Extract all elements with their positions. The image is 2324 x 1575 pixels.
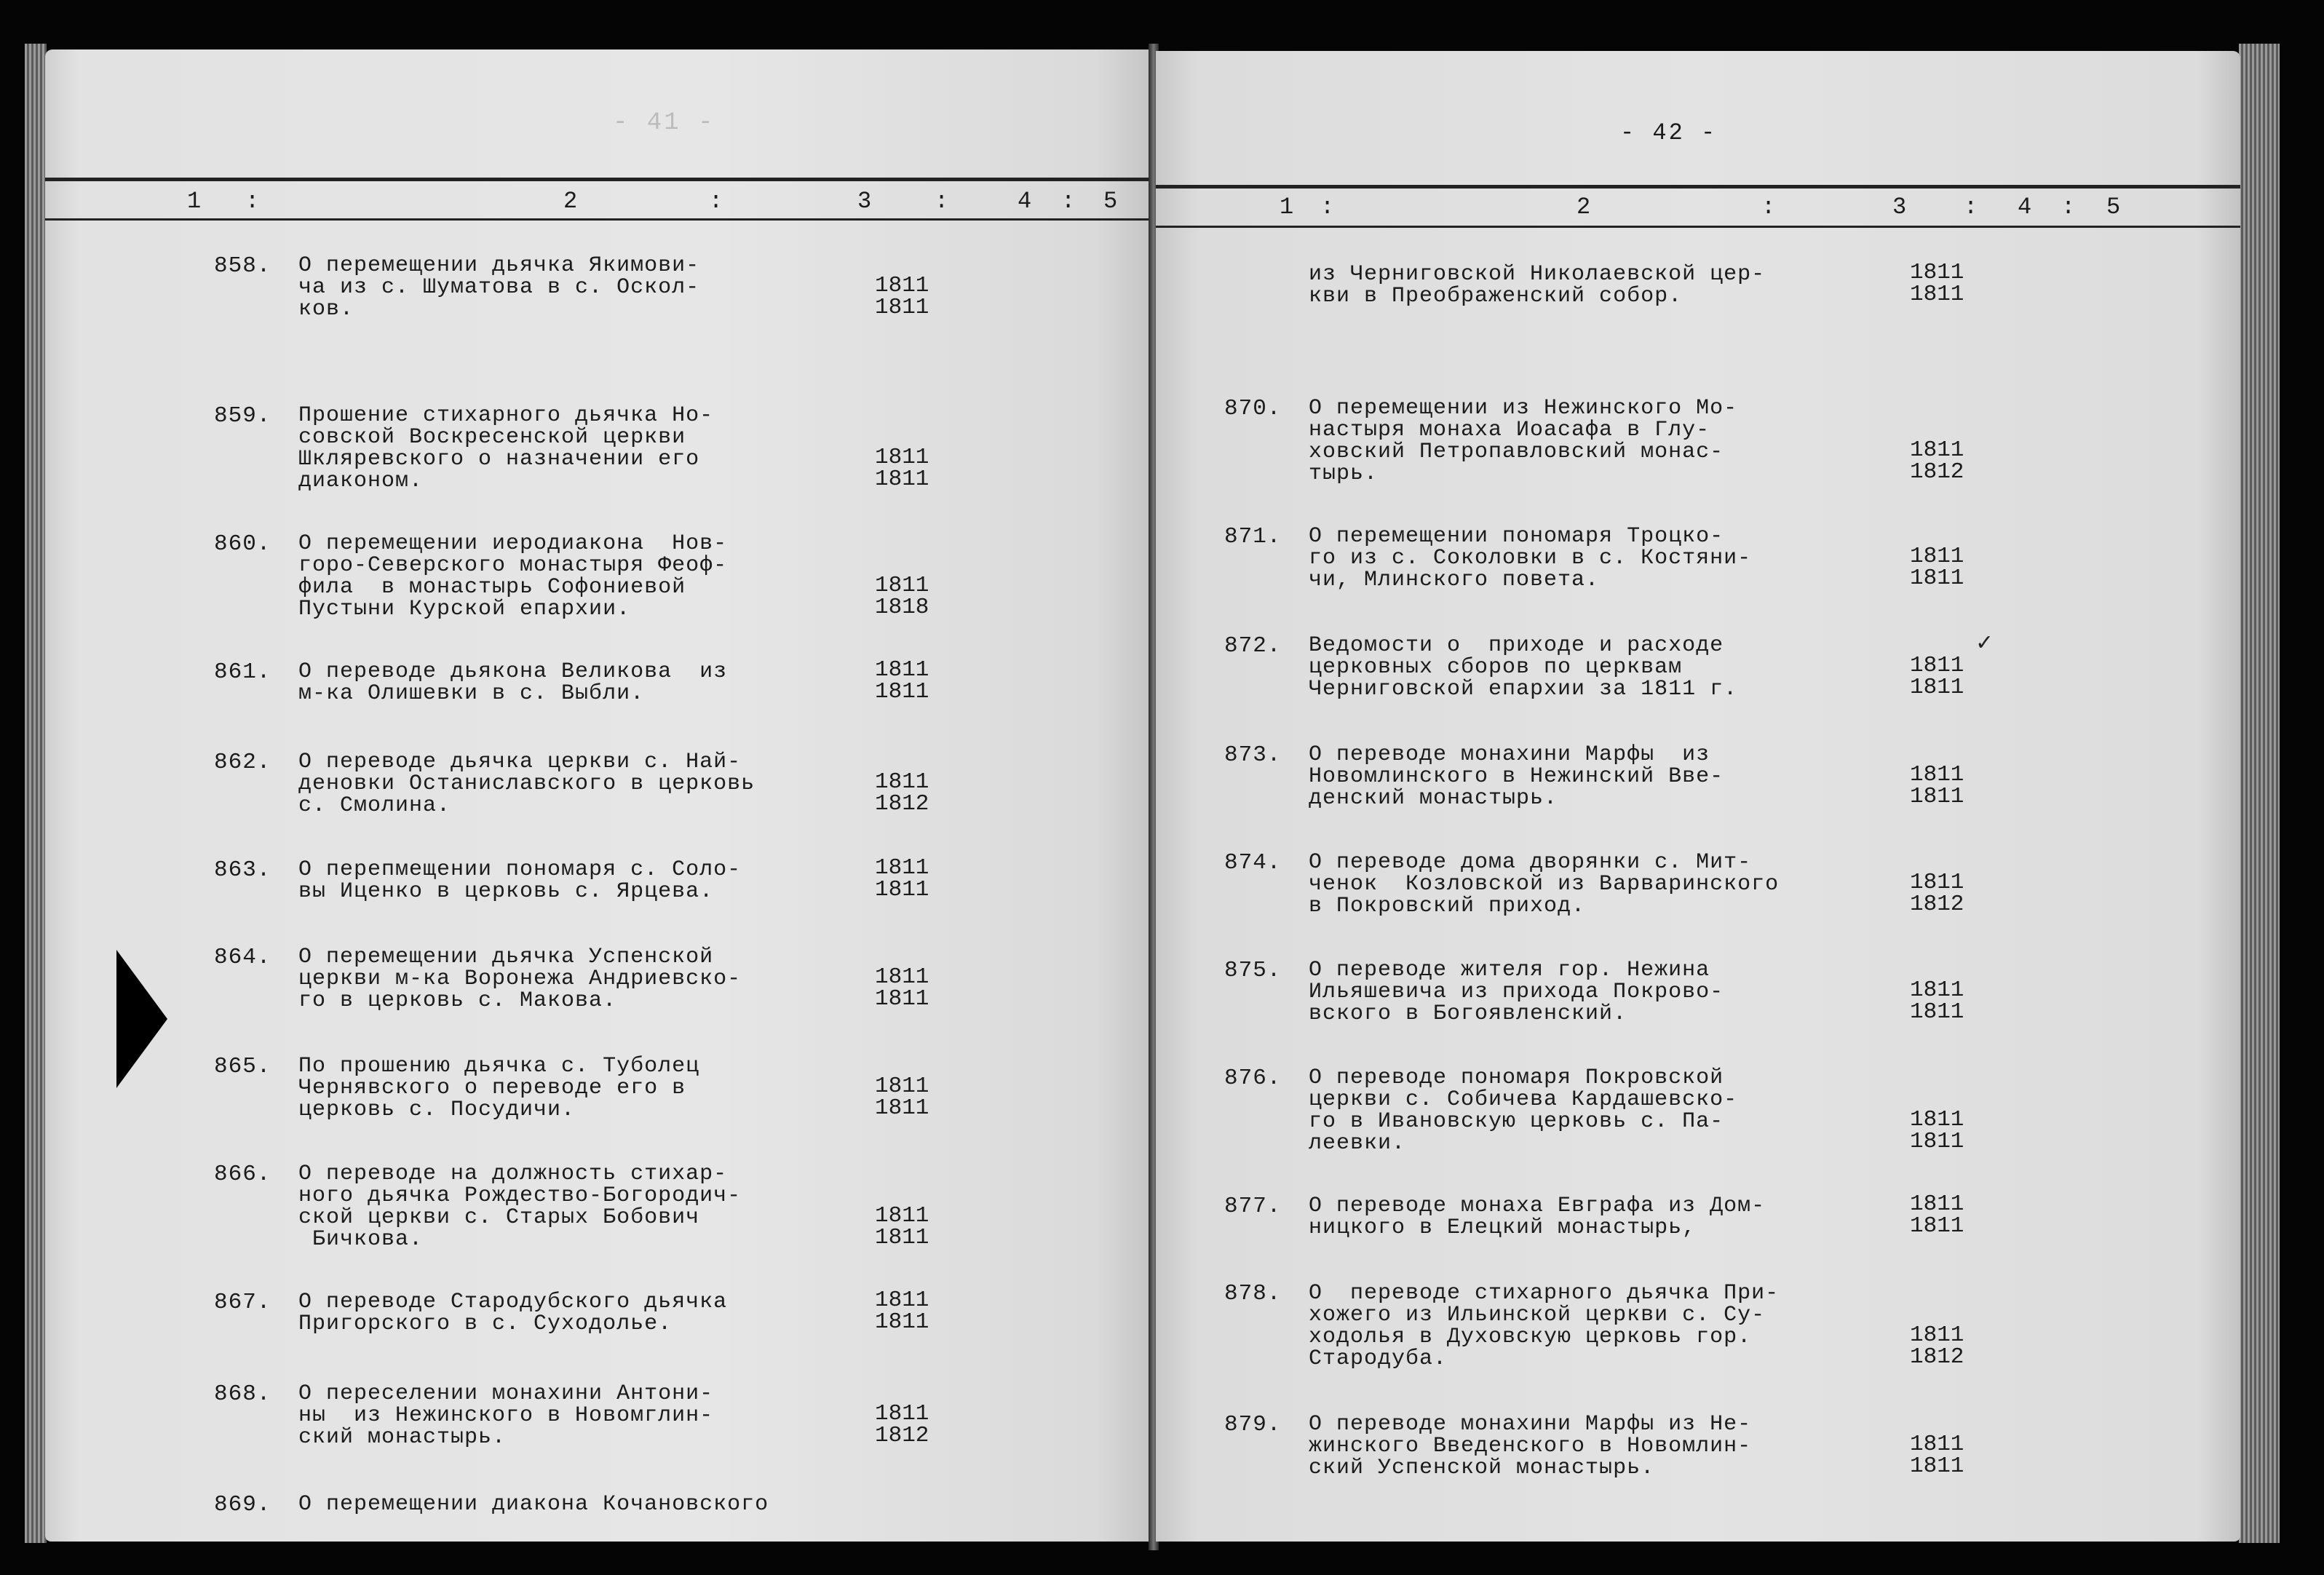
entry-dates [1910,1191,1964,1239]
col-4-label: 4 [1018,188,1032,215]
end-year: 1812 [875,791,929,817]
col-sep: : [1061,188,1076,215]
end-year: 1811 [1910,1453,1964,1479]
start-year: 1811 [875,273,929,298]
left-page [45,49,1151,1542]
entry-description: О перемещении диакона Кочановского [298,1492,769,1517]
col-sep: : [2061,194,2076,221]
end-year: 1811 [1910,282,1964,307]
start-year: 1811 [875,1401,929,1427]
col-sep: : [1761,194,1776,221]
start-year: 1811 [1910,870,1964,895]
start-year: 1811 [1910,1432,1964,1457]
end-year: 1811 [1910,1213,1964,1239]
start-year: 1811 [875,445,929,470]
entry-description: О перепмещении пономаря с. Соло- вы Иценко в церковь с. Ярцева. [298,857,742,904]
end-year: 1812 [1910,459,1964,485]
entry-number: 865. [214,1054,271,1079]
end-year: 1818 [875,595,929,620]
col-3-label: 3 [1892,194,1907,221]
entry-dates [1910,764,1964,808]
entry-dates [875,447,929,491]
entry-description: О переводе монахини Марфы из Новомлинского в Нежинский Вве- денский монастырь. [1309,742,1724,811]
end-year: 1811 [875,1225,929,1250]
entry-number: 869. [214,1492,271,1518]
end-year: 1811 [875,1095,929,1121]
start-year: 1811 [875,855,929,881]
start-year: 1811 [1910,1322,1964,1348]
start-year: 1811 [875,1074,929,1099]
col-sep: : [1964,194,1978,221]
right-page-edges [2239,44,2280,1543]
entry-number: 873. [1224,742,1282,768]
col-sep: : [1320,194,1335,221]
entry-description: О перемещении пономаря Троцко- го из с. Соколовки в с. Костяни- чи, Млинского повета. [1309,524,1752,592]
entry-dates [1910,1322,1964,1370]
entry-description: Прошение стихарного дьячка Но- совской Воскресенской церкви Шклярeвского о назначении его диаконом. [298,403,714,493]
entry-dates [1910,437,1964,485]
entry-dates [875,575,929,619]
start-year: 1811 [1910,544,1964,569]
start-year: 1811 [1910,260,1964,285]
entry-description: По прошению дьячка с. Туболец Чернявского о переводе его в церковь с. Посудичи. [298,1054,700,1122]
col-2-label: 2 [1577,194,1591,221]
entry-dates [875,771,929,815]
col-4-label: 4 [2018,194,2032,221]
entry-number: 861. [214,659,271,685]
col-3-label: 3 [857,188,872,215]
end-year: 1811 [875,467,929,492]
entry-number: 868. [214,1381,271,1407]
entry-number: 867. [214,1290,271,1315]
entry-number: 871. [1224,524,1282,550]
entry-description: Ведомости о приходе и расходе церковных сборов по церквам Черниговской епархии за 1811 г. [1309,633,1738,702]
entry-description: О перемещении из Нежинского Мо- настыря монаха Иоасафа в Глу- ховский Петропавловский монас- тырь. [1309,396,1738,486]
start-year: 1811 [875,769,929,795]
col-5-label: 5 [2106,194,2121,221]
entry-number: 860. [214,531,271,557]
col-5-label: 5 [1103,188,1118,215]
entry-number: 874. [1224,850,1282,876]
start-year: 1811 [1910,762,1964,788]
entry-dates [875,1205,929,1249]
entry-dates [875,275,929,319]
entry-number: 877. [1224,1194,1282,1219]
entry-number: 872. [1224,633,1282,659]
start-year: 1811 [875,964,929,990]
entry-description: О переводе дьякона Великова из м-ка Олишевки в с. Выбли. [298,659,728,706]
col-1-label: 1 [1280,194,1294,221]
entry-description: О переводе пономаря Покровской церкви с. Собичева Кардашевско- го в Ивановскую церковь с. Па- леевки. [1309,1066,1738,1156]
end-year: 1811 [875,295,929,320]
col-sep: : [935,188,949,215]
entry-dates [875,1290,929,1333]
entry-description: О перемещении дьячка Якимови- ча из с. Шуматова в с. Оскол- ков. [298,253,700,322]
entry-number: 866. [214,1162,271,1187]
entry-dates [1910,546,1964,590]
entry-description: О переводе монахини Марфы из Не- жинского Введенского в Новомлин- ский Успенской монастырь. [1309,1412,1752,1480]
entry-description: О переводе жителя гор. Нежина Ильяшевича из прихода Покрово- вского в Богоявленский. [1309,958,1724,1026]
header-rule-top [45,178,1151,181]
entry-number: 875. [1224,958,1282,983]
start-year: 1811 [1910,1191,1964,1217]
ghost-page-number: - 41 - [613,109,715,137]
end-year: 1811 [875,877,929,902]
header-rule-bottom [1156,226,2240,228]
end-year: 1811 [1910,566,1964,591]
check-mark: ✓ [1977,630,1992,658]
start-year: 1811 [1910,653,1964,678]
col-2-label: 2 [563,188,578,215]
entry-number: 858. [214,253,271,279]
entry-description: О переводе дома дворянки с. Мит- ченок Козловской из Варваринского в Покровский приход. [1309,850,1780,919]
col-sep: : [245,188,260,215]
start-year: 1811 [875,1203,929,1229]
entry-number: 862. [214,750,271,775]
entry-description: О перемещении дьячка Успенской церкви м-ка Воронежа Андриевско- го в церковь с. Макова. [298,945,742,1013]
entry-dates [875,857,929,901]
end-year: 1811 [1910,675,1964,700]
entry-description: О переводе стихарного дьячка При- хожего из Ильинской церкви с. Су- ходолья в Духовскую церковь гор. Стародуба. [1309,1281,1780,1371]
entry-dates [875,1076,929,1119]
left-page-edges [25,44,47,1543]
start-year: 1811 [875,573,929,598]
entry-dates [875,964,929,1012]
entry-number: 879. [1224,1412,1282,1437]
entry-description: О переселении монахини Антони- ны из Нежинского в Новомглин- ский монастырь. [298,1381,714,1450]
end-year: 1811 [875,1309,929,1335]
entry-dates [1910,1434,1964,1477]
header-rule-bottom [45,218,1151,221]
entry-dates [1910,262,1964,306]
start-year: 1811 [1910,977,1964,1003]
entry-number: 859. [214,403,271,429]
entry-number: 870. [1224,396,1282,421]
end-year: 1811 [875,986,929,1012]
entry-dates [875,659,929,703]
col-sep: : [709,188,723,215]
entry-description: О переводе Стародубского дьячка Пригорского в с. Суходолье. [298,1290,728,1336]
entry-dates [1910,872,1964,916]
entry-number: 876. [1224,1066,1282,1091]
start-year: 1811 [875,1288,929,1313]
entry-description: О переводе на должность стихар- ного дьячка Рождество-Богородич- ской церкви с. Старых Бобович Бичкова. [298,1162,742,1252]
entry-dates [1910,655,1964,699]
end-year: 1811 [875,679,929,705]
end-year: 1812 [1910,1344,1964,1370]
end-year: 1812 [1910,892,1964,917]
end-year: 1811 [1910,999,1964,1025]
start-year: 1811 [1910,437,1964,463]
entry-description: О переводе монаха Евграфа из Дом- ницкого в Елецкий монастырь, [1309,1194,1766,1240]
entry-number: 878. [1224,1281,1282,1306]
entry-dates [1910,977,1964,1025]
entry-description: из Черниговской Николаевской цер- кви в Преображенский собор. [1309,262,1766,309]
header-rule-top [1156,185,2240,189]
entry-number: 863. [214,857,271,883]
end-year: 1811 [1910,1129,1964,1154]
binding-tab [116,950,167,1088]
col-1-label: 1 [187,188,202,215]
entry-number: 864. [214,945,271,970]
entry-dates [875,1403,929,1447]
end-year: 1811 [1910,784,1964,809]
entry-description: О перемещении иеродиакона Нов- горо-Северского монастыря Феоф- фила в монастырь Софониевой Пустыни Курской епархии. [298,531,728,622]
page-number: - 42 - [1620,119,1718,146]
start-year: 1811 [1910,1107,1964,1132]
right-page [1156,51,2240,1542]
entry-description: О переводе дьячка церкви с. Най- деновки Останиславского в церковь с. Смолина. [298,750,756,818]
start-year: 1811 [875,657,929,683]
entry-dates [1910,1109,1964,1153]
end-year: 1812 [875,1423,929,1448]
